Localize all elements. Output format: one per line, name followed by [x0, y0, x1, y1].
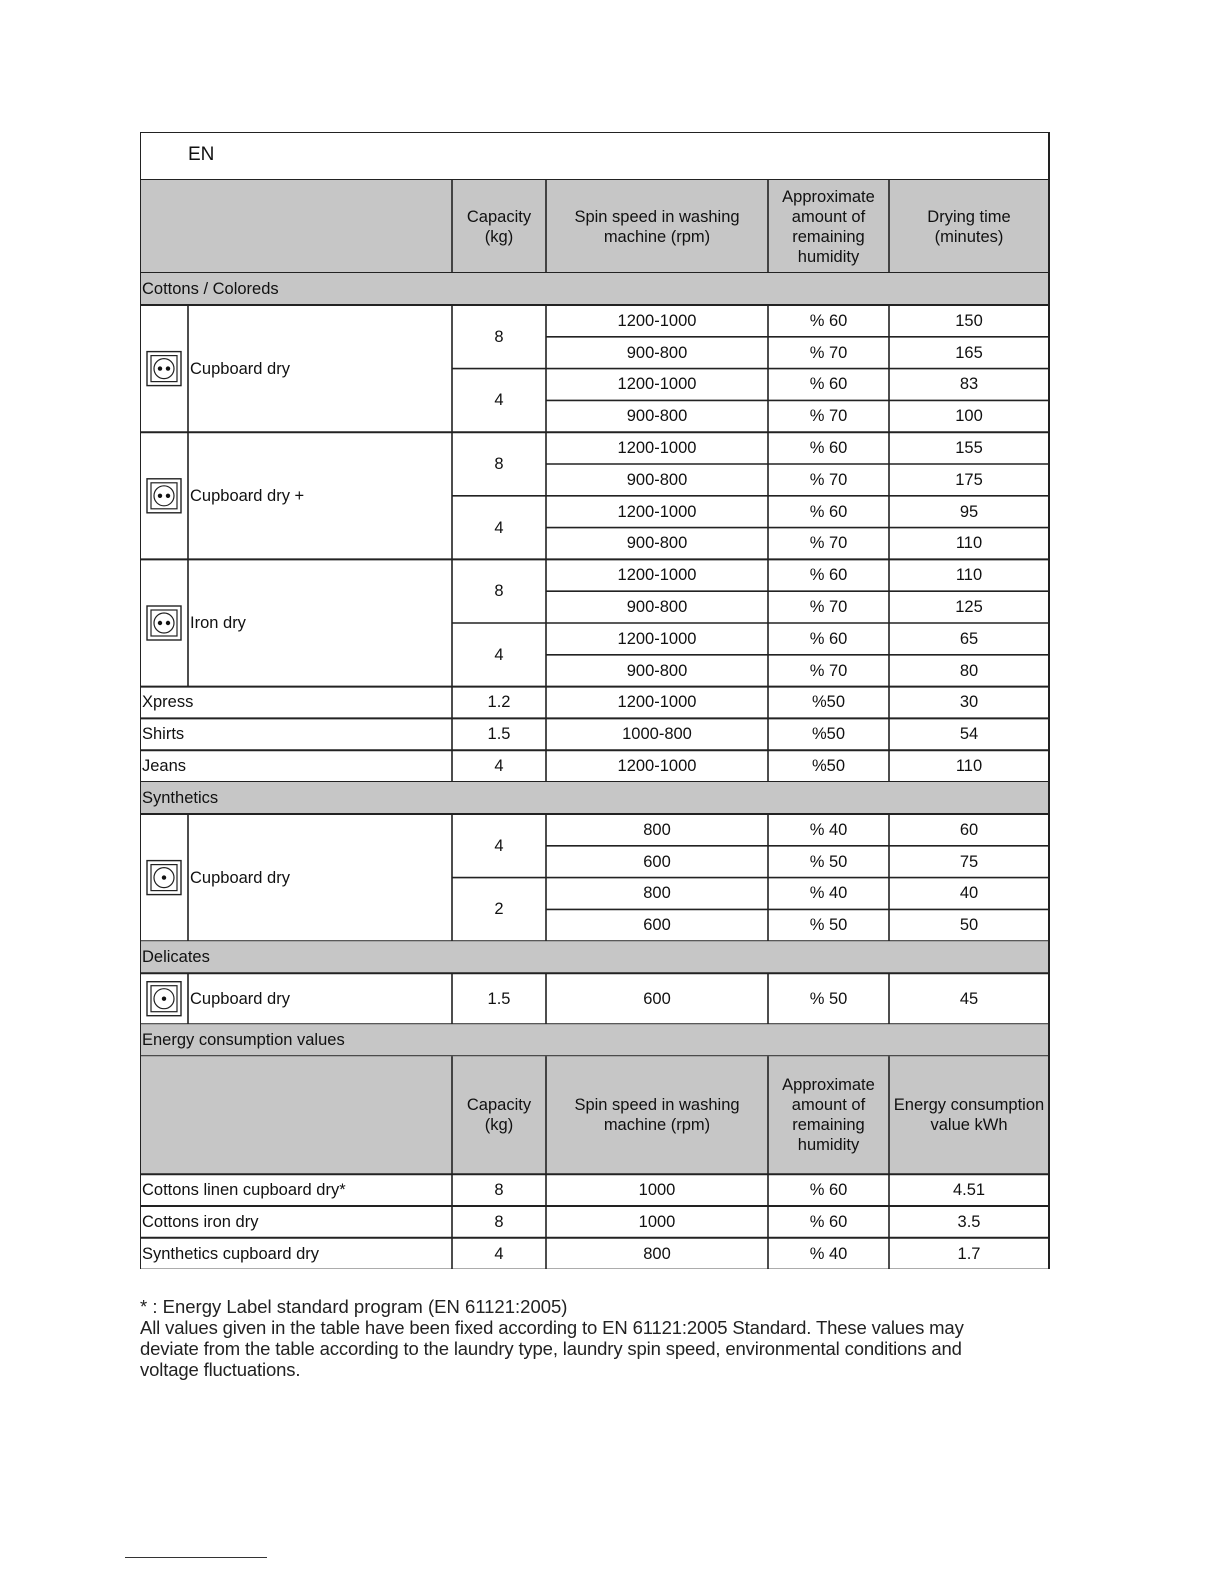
energy-program-name: Synthetics cupboard dry: [142, 1244, 320, 1263]
section-energy: Energy consumption values: [142, 1031, 345, 1050]
cottons-program-1-spin: 1200-1000: [617, 311, 697, 330]
energy-capacity: 4: [494, 1244, 504, 1263]
synthetics-program-humidity: % 50: [809, 916, 848, 935]
section-cottons: Cottons / Coloreds: [142, 280, 279, 298]
cottons-program-3-spin: 900-800: [626, 661, 688, 680]
cottons-program-1-drying-time: 83: [959, 375, 979, 394]
dry-two-dots-icon: [147, 352, 181, 386]
delicates-humidity: % 50: [809, 989, 848, 1008]
cottons-program-1-name: Cupboard dry: [190, 359, 290, 378]
synthetics-program-name: Cupboard dry: [190, 868, 290, 887]
energy-value: 1.7: [957, 1244, 981, 1263]
program-capacity: 1.5: [487, 725, 511, 744]
synthetics-program-spin: 600: [643, 852, 671, 871]
cottons-program-2-drying-time: 155: [955, 439, 983, 458]
program-spin: 1000-800: [622, 725, 692, 744]
program-capacity: 1.2: [487, 693, 511, 712]
synthetics-program-spin: 600: [643, 916, 671, 935]
energy-program-name: Cottons linen cupboard dry*: [142, 1181, 346, 1200]
cottons-program-2-drying-time: 95: [959, 502, 979, 521]
energy-humidity: % 60: [809, 1181, 848, 1200]
energy-humidity-header: Approximate amount of remaining humidity: [782, 1076, 875, 1155]
program-name: Jeans: [142, 757, 187, 776]
program-humidity: %50: [811, 757, 846, 776]
energy-spin: 1000: [638, 1181, 676, 1200]
energy-value: 4.51: [952, 1181, 986, 1200]
energy-spin: 800: [643, 1244, 671, 1263]
cottons-program-3-humidity: % 60: [809, 629, 848, 648]
delicates-name: Cupboard dry: [190, 989, 290, 1008]
cottons-program-3-name: Iron dry: [190, 613, 246, 632]
cottons-program-3-humidity: % 70: [809, 661, 848, 680]
program-drying-time: 54: [959, 725, 979, 744]
cottons-program-2-capacity: 4: [494, 518, 504, 537]
cottons-program-3-drying-time: 65: [959, 629, 979, 648]
cottons-program-2-humidity: % 60: [809, 439, 848, 458]
cottons-program-3-drying-time: 110: [955, 566, 983, 585]
drying-time-header: Drying time (minutes): [927, 207, 1011, 246]
cottons-program-1-capacity: 8: [494, 327, 504, 346]
cottons-program-2-capacity: 8: [494, 454, 504, 473]
cottons-program-1-humidity: % 70: [809, 343, 848, 362]
program-drying-time: 110: [955, 757, 983, 776]
cottons-program-1-spin: 900-800: [626, 343, 688, 362]
cottons-program-1-spin: 900-800: [626, 407, 688, 426]
energy-value: 3.5: [957, 1212, 981, 1231]
dry-one-dot-icon: [147, 982, 181, 1016]
delicates-drying-time: 45: [959, 989, 979, 1008]
capacity-header: Capacity (kg): [466, 207, 532, 246]
energy-spin: 1000: [638, 1212, 676, 1231]
program-capacity: 4: [494, 757, 504, 776]
program-spin: 1200-1000: [617, 757, 697, 776]
cottons-program-2-drying-time: 110: [955, 534, 983, 553]
humidity-header: Approximate amount of remaining humidity: [782, 187, 875, 266]
cottons-program-1-drying-time: 150: [955, 311, 983, 330]
program-humidity: %50: [811, 693, 846, 712]
language-label: EN: [188, 144, 215, 165]
energy-capacity-header: Capacity (kg): [466, 1096, 532, 1135]
energy-humidity: % 40: [809, 1244, 848, 1263]
footnote-line-1: * : Energy Label standard program (EN 61121:2005): [140, 1296, 568, 1317]
section-delicates: Delicates: [142, 948, 210, 967]
footnote-line-2: All values given in the table have been fixed according to EN 61121:2005 Standard. These values may deviate from the table according to the laundry type, laundry spin speed, environmental conditions and voltage fluctuations.: [140, 1317, 964, 1380]
program-drying-time: 30: [959, 693, 979, 712]
cottons-program-2-name: Cupboard dry +: [190, 486, 305, 505]
cottons-program-3-capacity: 4: [494, 645, 504, 664]
cottons-program-3-humidity: % 60: [809, 566, 848, 585]
synthetics-program-drying-time: 75: [959, 852, 979, 871]
synthetics-program-drying-time: 50: [959, 916, 979, 935]
energy-program-name: Cottons iron dry: [142, 1212, 259, 1231]
energy-spin-header: Spin speed in washing machine (rpm): [574, 1096, 740, 1135]
footnote: [140, 1296, 1020, 1380]
drying-table: [140, 132, 1050, 1269]
cottons-program-1-drying-time: 165: [955, 343, 983, 362]
cottons-program-3-spin: 1200-1000: [617, 566, 697, 585]
energy-humidity: % 60: [809, 1212, 848, 1231]
dry-two-dots-icon: [147, 479, 181, 513]
cottons-program-3-drying-time: 125: [955, 598, 983, 617]
synthetics-program-humidity: % 40: [809, 820, 848, 839]
energy-capacity: 8: [494, 1212, 504, 1231]
synthetics-program-humidity: % 40: [809, 884, 848, 903]
cottons-program-1-humidity: % 60: [809, 311, 848, 330]
synthetics-program-drying-time: 60: [959, 820, 979, 839]
spin-speed-header: Spin speed in washing machine (rpm): [574, 207, 740, 246]
synthetics-program-capacity: 4: [494, 836, 504, 855]
program-name: Shirts: [142, 725, 185, 744]
cottons-program-3-spin: 1200-1000: [617, 629, 697, 648]
cottons-program-3-drying-time: 80: [959, 661, 979, 680]
synthetics-program-humidity: % 50: [809, 852, 848, 871]
synthetics-program-drying-time: 40: [959, 884, 979, 903]
delicates-capacity: 1.5: [487, 989, 511, 1008]
cottons-program-2-spin: 1200-1000: [617, 502, 697, 521]
delicates-spin: 600: [643, 989, 671, 1008]
program-name: Xpress: [142, 693, 194, 712]
program-humidity: %50: [811, 725, 846, 744]
cottons-program-2-spin: 900-800: [626, 470, 688, 489]
dry-two-dots-icon: [147, 606, 181, 640]
cottons-program-2-humidity: % 70: [809, 470, 848, 489]
cottons-program-2-humidity: % 70: [809, 534, 848, 553]
cottons-program-1-spin: 1200-1000: [617, 375, 697, 394]
cottons-program-3-capacity: 8: [494, 582, 504, 601]
energy-value-header: Energy consumption value kWh: [893, 1096, 1045, 1135]
dry-one-dot-icon: [147, 861, 181, 895]
cottons-program-1-capacity: 4: [494, 391, 504, 410]
cottons-program-2-spin: 900-800: [626, 534, 688, 553]
cottons-program-1-drying-time: 100: [955, 407, 983, 426]
section-synthetics: Synthetics: [142, 789, 219, 807]
cottons-program-2-drying-time: 175: [955, 470, 983, 489]
page-rule: [125, 1557, 267, 1558]
cottons-program-2-spin: 1200-1000: [617, 439, 697, 458]
cottons-program-2-humidity: % 60: [809, 502, 848, 521]
cottons-program-1-humidity: % 70: [809, 407, 848, 426]
cottons-program-3-humidity: % 70: [809, 598, 848, 617]
synthetics-program-spin: 800: [643, 820, 671, 839]
synthetics-program-spin: 800: [643, 884, 671, 903]
cottons-program-3-spin: 900-800: [626, 598, 688, 617]
program-spin: 1200-1000: [617, 693, 697, 712]
cottons-program-1-humidity: % 60: [809, 375, 848, 394]
energy-capacity: 8: [494, 1181, 504, 1200]
synthetics-program-capacity: 2: [494, 900, 504, 919]
